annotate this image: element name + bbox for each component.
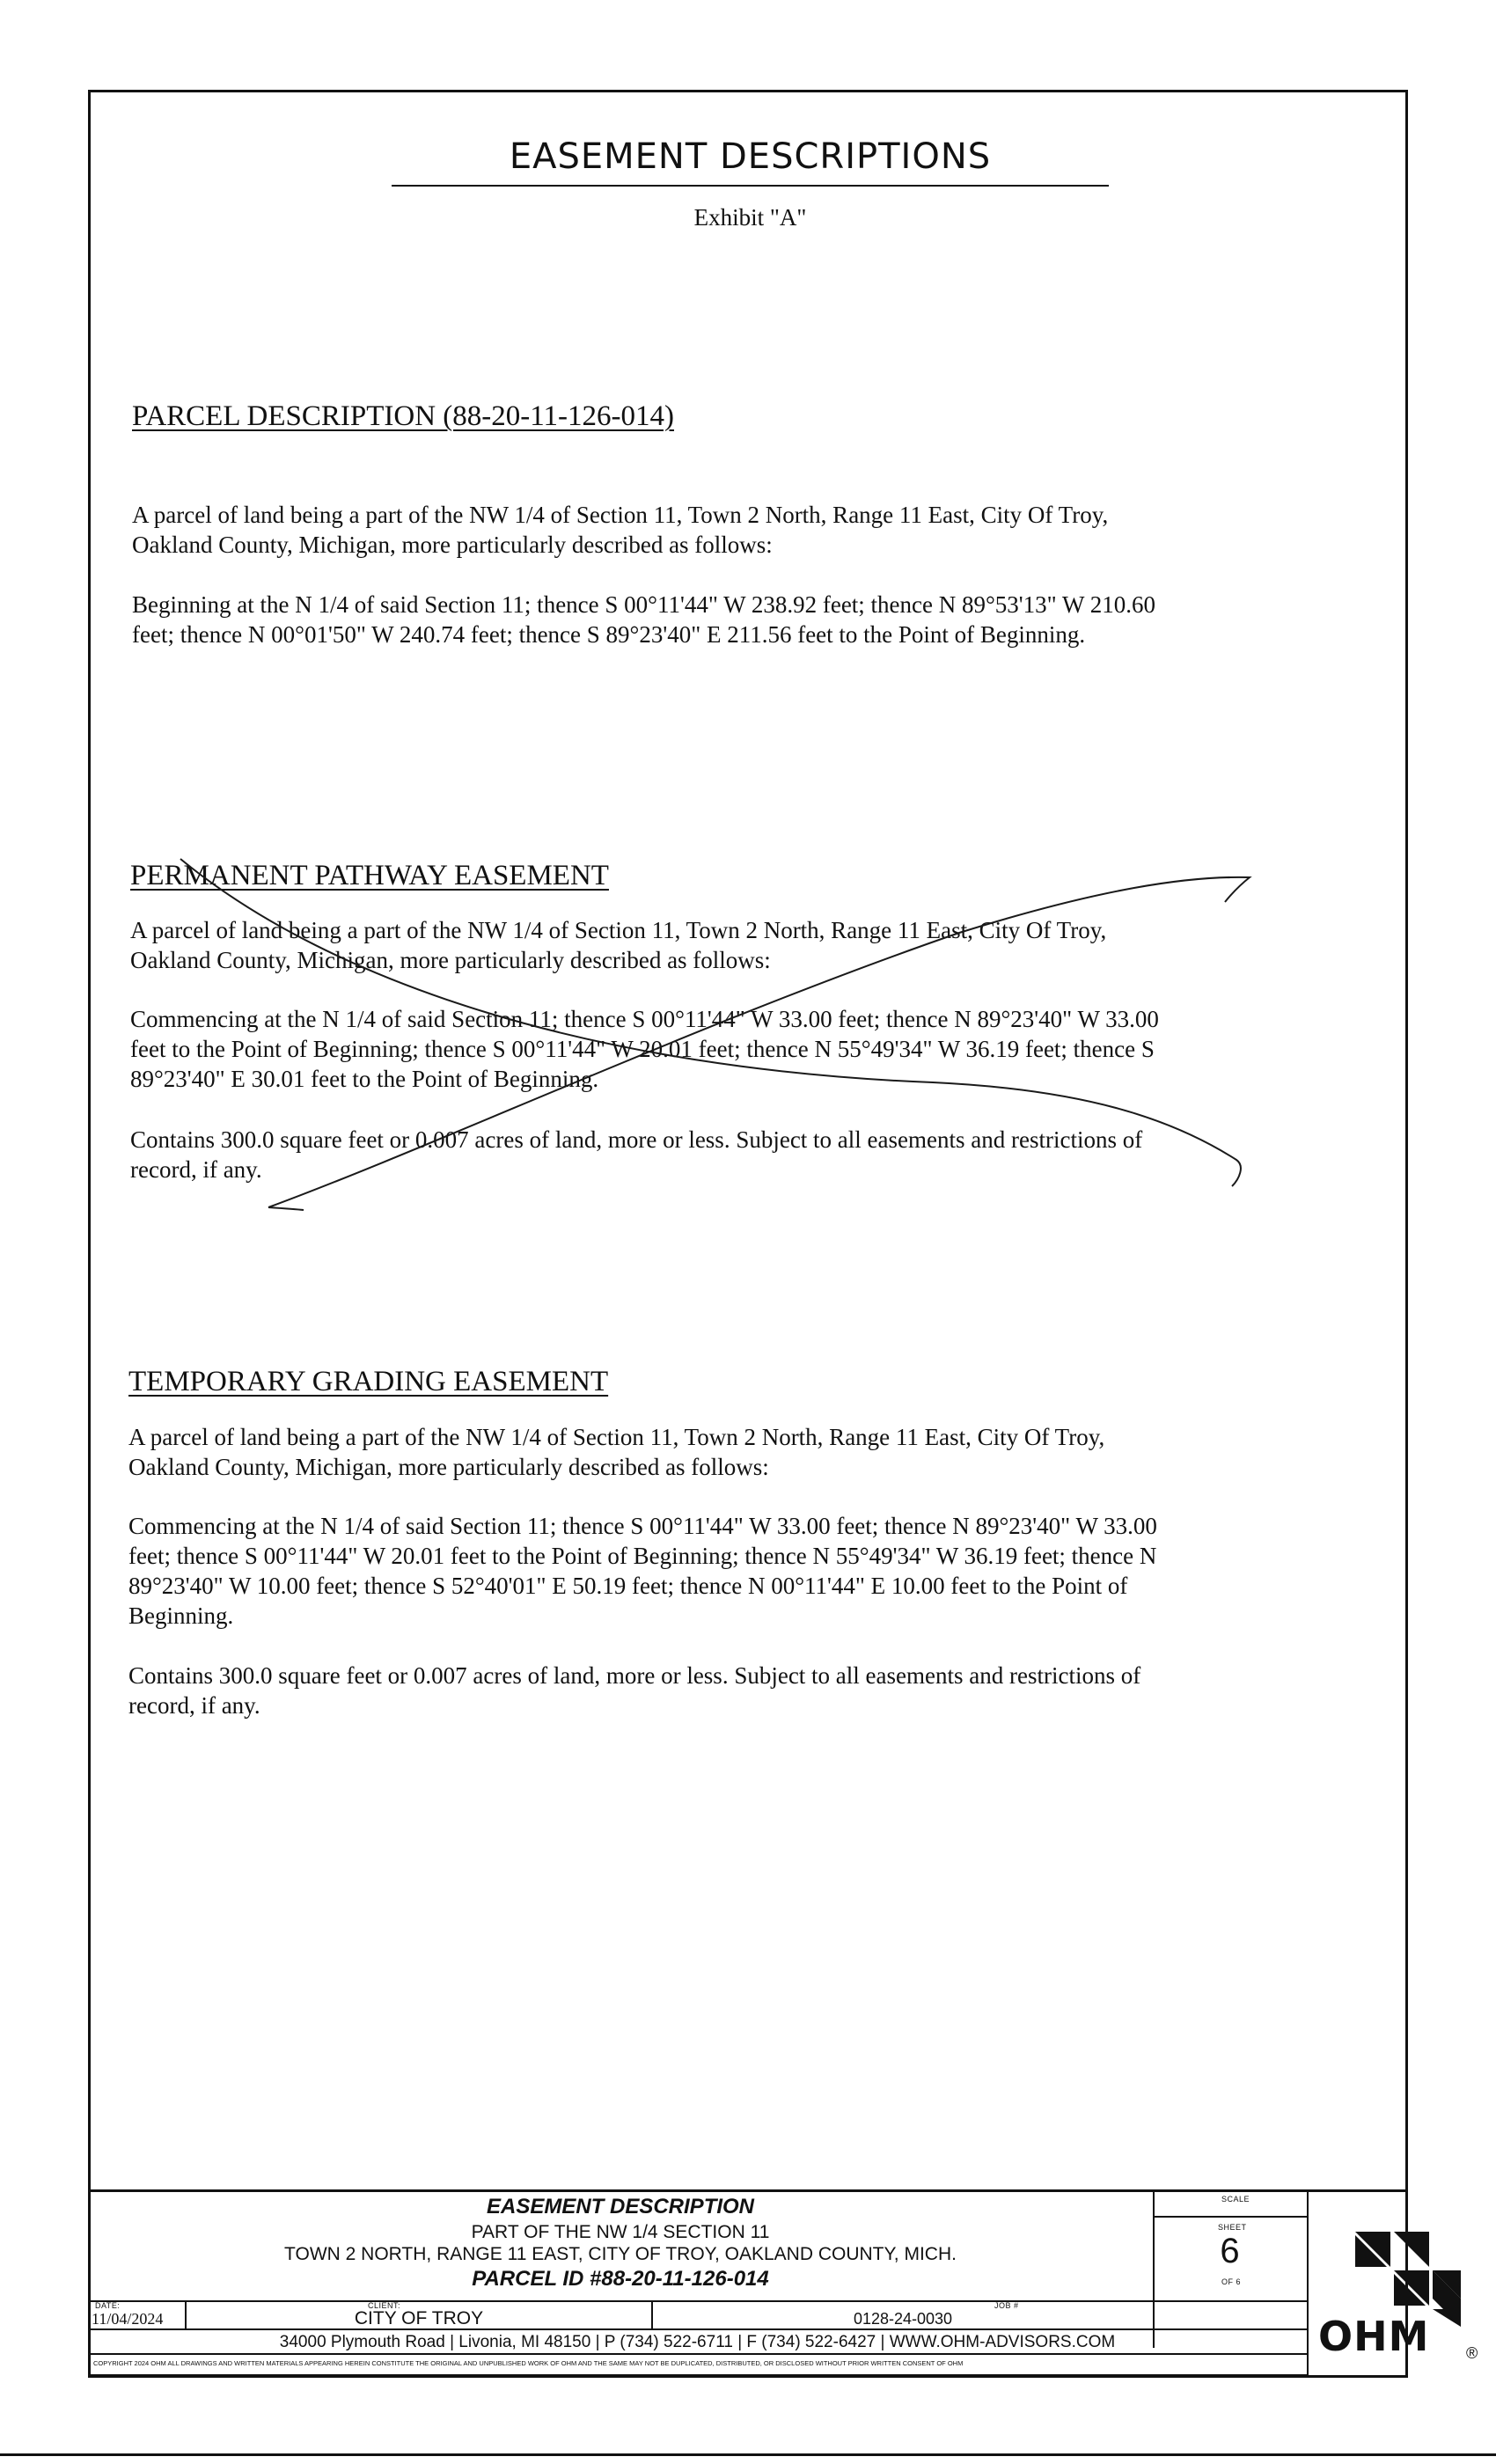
title-block-parcel-id: PARCEL ID #88-20-11-126-014 <box>472 2267 769 2291</box>
copyright-notice: COPYRIGHT 2024 OHM ALL DRAWINGS AND WRITTEN MATERIALS APPEARING HEREIN CONSTITUTE THE ORIGINAL AND UNPUBLISHED WORK OF OHM AND THE SAME MAY NOT BE DUPLICATED, DISTRIBUTED, OR DISCLOSED WITHOUT PRIOR WRITTEN CONSENT OF OHM <box>93 2359 964 2367</box>
exhibit-label: Exhibit "A" <box>693 204 807 231</box>
copyright-row-top-rule <box>88 2353 1307 2355</box>
sheet-number: 6 <box>1220 2232 1240 2270</box>
firm-address: 34000 Plymouth Road | Livonia, MI 48150 | P (734) 522-6711 | F (734) 522-6427 | WWW.OHM-ADVISORS.COM <box>279 2333 1116 2351</box>
parcel-description-intro: A parcel of land being a part of the NW 1/4 of Section 11, Town 2 North, Range 11 East, City Of Troy, Oakland County, Michigan, more particularly described as follows: <box>132 502 1109 558</box>
permanent-easement-intro: A parcel of land being a part of the NW 1/4 of Section 11, Town 2 North, Range 11 East, City Of Troy, Oakland County, Michigan, more particularly described as follows: <box>130 917 1107 973</box>
job-label: JOB # <box>994 2301 1019 2310</box>
temporary-easement-heading: TEMPORARY GRADING EASEMENT <box>128 1366 609 1397</box>
sheet-of-label: OF 6 <box>1221 2277 1242 2286</box>
document-sheet <box>88 90 1408 2378</box>
client-label: CLIENT: <box>368 2301 401 2310</box>
date-value: 11/04/2024 <box>92 2310 164 2328</box>
scale-label: SCALE <box>1221 2195 1250 2204</box>
title-block-bottom-rule <box>88 2374 1309 2376</box>
title-block-title: EASEMENT DESCRIPTION <box>486 2195 755 2218</box>
temporary-easement-area: Contains 300.0 square feet or 0.007 acres of land, more or less. Subject to all easements and restrictions of record, if any. <box>128 1662 1141 1719</box>
title-block <box>88 2189 1478 2376</box>
title-underline <box>392 185 1109 187</box>
parcel-description-heading: PARCEL DESCRIPTION (88-20-11-126-014) <box>132 400 674 432</box>
scale-cell-rule <box>1153 2216 1307 2218</box>
client-value: CITY OF TROY <box>354 2308 484 2328</box>
job-value: 0128-24-0030 <box>853 2310 953 2328</box>
page-bottom-rule <box>0 2453 1496 2456</box>
document-title: EASEMENT DESCRIPTIONS <box>509 136 992 177</box>
permanent-easement-area: Contains 300.0 square feet or 0.007 acres of land, more or less. Subject to all easements and restrictions of record, if any. <box>130 1126 1143 1183</box>
ohm-logo-wordmark: OHM <box>1318 2313 1430 2360</box>
logo-panel-divider <box>1307 2189 1309 2376</box>
title-block-line2: TOWN 2 NORTH, RANGE 11 EAST, CITY OF TROY, OAKLAND COUNTY, MICH. <box>284 2244 957 2264</box>
temporary-easement-intro: A parcel of land being a part of the NW 1/4 of Section 11, Town 2 North, Range 11 East, City Of Troy, Oakland County, Michigan, more particularly described as follows: <box>128 1424 1105 1480</box>
registered-trademark: ® <box>1466 2344 1478 2362</box>
permanent-easement-bearings: Commencing at the N 1/4 of said Section 11; thence S 00°11'44" W 33.00 feet; thence N 89°23'40" W 33.00 feet to the Point of Beginning; thence S 00°11'44" W 20.01 feet; thence N 55°49'34" W 36.19 feet; thence S 89°23'40" E 30.01 feet to the Point of Beginning. <box>130 1006 1159 1092</box>
date-row-top-rule <box>88 2300 1307 2302</box>
title-block-line1: PART OF THE NW 1/4 SECTION 11 <box>471 2222 770 2242</box>
title-block-top-rule <box>88 2189 1408 2192</box>
date-label: DATE: <box>95 2301 121 2310</box>
parcel-description-bearings: Beginning at the N 1/4 of said Section 11; thence S 00°11'44" W 238.92 feet; thence N 89°53'13" W 210.60 feet; thence N 00°01'50" W 240.74 feet; thence S 89°23'40" E 211.56 feet to the Point of Beginning. <box>132 591 1155 648</box>
temporary-easement-bearings: Commencing at the N 1/4 of said Section 11; thence S 00°11'44" W 33.00 feet; thence N 89°23'40" W 33.00 feet; thence S 00°11'44" W 20.01 feet to the Point of Beginning; thence N 55°49'34" W 36.19 feet; thence N 89°23'40" W 10.00 feet; thence S 52°40'01" E 50.19 feet; thence N 00°11'44" E 10.00 feet to the Point of Beginning. <box>128 1513 1157 1629</box>
permanent-easement-heading: PERMANENT PATHWAY EASEMENT <box>130 860 609 891</box>
sheet-label: SHEET <box>1218 2223 1247 2232</box>
